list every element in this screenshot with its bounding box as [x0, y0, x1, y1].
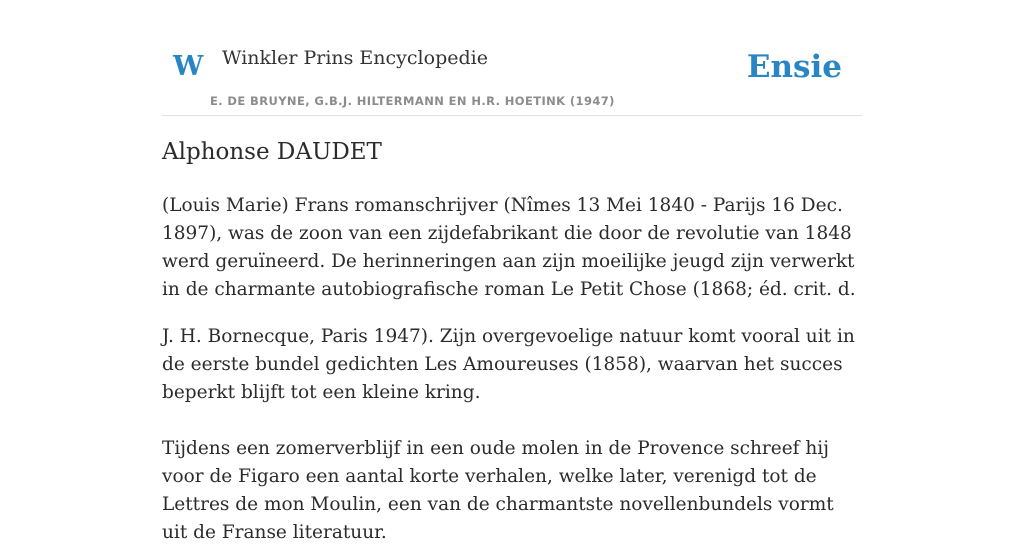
- ensie-logo[interactable]: Ensie: [746, 49, 842, 85]
- article-paragraph: (Louis Marie) Frans romanschrijver (Nîmes 13 Mei 1840 - Parijs 16 Dec. 1897), was de zoon van een zijdefabrikant die door de revolutie van 1848 werd geruïneerd. De herinneringen aan zijn moeilijke jeugd zijn verwerkt in de charmante autobiografische roman Le Petit Chose (1868; éd. crit. d.: [162, 195, 856, 300]
- page-header: [162, 38, 862, 116]
- book-title[interactable]: Winkler Prins Encyclopedie: [222, 47, 488, 69]
- article-paragraph: Tijdens een zomerverblijf in een oude molen in de Provence schreef hij voor de Figaro een aantal korte verhalen, welke later, verenigd tot de Lettres de mon Moulin, een van de charmantste novellenbundels vormt uit de Franse literatuur.: [162, 438, 834, 543]
- article-paragraph: J. H. Bornecque, Paris 1947). Zijn overgevoelige natuur komt vooral uit in de eerste bundel gedichten Les Amoureuses (1858), waarvan het succes beperkt blijft tot een kleine kring.: [162, 326, 855, 403]
- book-authors: E. DE BRUYNE, G.B.J. HILTERMANN EN H.R. HOETINK (1947): [210, 94, 615, 108]
- article-title: Alphonse DAUDET: [162, 139, 382, 165]
- winkler-prins-logo[interactable]: W: [173, 51, 204, 82]
